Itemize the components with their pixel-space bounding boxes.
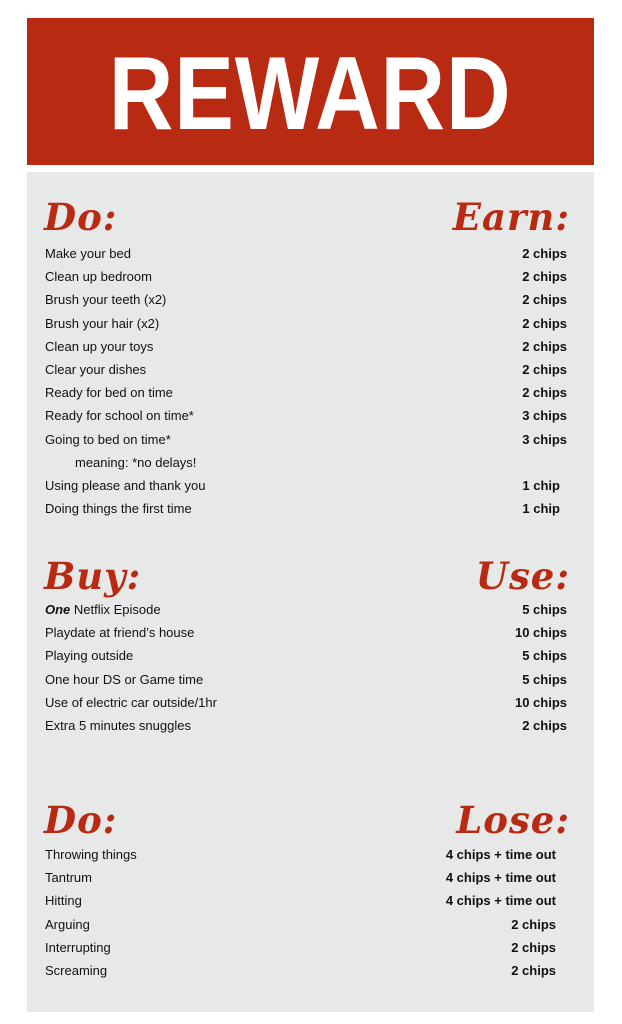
lose-left-heading: Do: xyxy=(44,798,118,842)
task-label: Ready for school on time* xyxy=(45,408,194,424)
task-label: Throwing things xyxy=(45,847,137,862)
task-label: Extra 5 minutes snuggles xyxy=(45,717,191,733)
lose-section xyxy=(27,797,594,982)
list-item xyxy=(27,312,594,335)
chip-value: 2 chips xyxy=(522,361,567,377)
list-item xyxy=(27,913,594,936)
list-item xyxy=(27,598,594,621)
chart-panel xyxy=(27,172,594,1012)
earn-left-heading: Do: xyxy=(44,195,118,239)
earn-right-heading: Earn: xyxy=(452,195,570,239)
chip-value: 2 chips xyxy=(522,385,567,401)
task-label: Using please and thank you xyxy=(45,477,206,493)
earn-section xyxy=(27,194,594,520)
list-item xyxy=(27,265,594,288)
note-label: meaning: *no delays! xyxy=(75,454,197,470)
task-label: Clear your dishes xyxy=(45,361,147,377)
list-item xyxy=(27,889,594,912)
buy-left-heading: Buy: xyxy=(44,554,142,598)
list-item xyxy=(27,404,594,427)
chip-value: 3 chips xyxy=(522,408,567,424)
task-label: Make your bed xyxy=(45,246,131,261)
task-label: Playdate at friend’s house xyxy=(45,625,195,641)
page-title: REWARD xyxy=(109,35,512,152)
task-label: Going to bed on time* xyxy=(45,431,171,447)
list-item xyxy=(27,621,594,644)
task-label: Tantrum xyxy=(45,870,92,886)
list-item xyxy=(27,691,594,714)
chip-value: 5 chips xyxy=(522,648,567,664)
list-item xyxy=(27,959,594,982)
task-label: Hitting xyxy=(45,893,82,909)
list-item xyxy=(27,358,594,381)
task-label: One hour DS or Game time xyxy=(45,671,204,687)
list-item xyxy=(27,714,594,737)
list-item xyxy=(27,381,594,404)
lose-right-heading: Lose: xyxy=(456,798,570,842)
chip-value: 1 chip xyxy=(522,501,560,517)
chip-value: 4 chips + time out xyxy=(445,870,556,886)
chip-value: 2 chips xyxy=(522,315,567,331)
list-item xyxy=(27,644,594,667)
task-label: Clean up your toys xyxy=(45,338,154,354)
chip-value: 4 chips + time out xyxy=(445,893,556,909)
chip-value: 2 chips xyxy=(522,292,567,308)
task-label: Screaming xyxy=(45,962,108,978)
task-label: Ready for bed on time xyxy=(45,385,173,401)
list-item-note xyxy=(27,451,594,474)
chip-value: 10 chips xyxy=(514,625,567,641)
list-item xyxy=(27,428,594,451)
task-label: Doing things the first time xyxy=(45,501,192,517)
title-banner xyxy=(27,18,594,165)
chip-value: 2 chips xyxy=(522,246,567,261)
chip-value: 2 chips xyxy=(511,962,556,978)
list-item xyxy=(27,497,594,520)
list-item xyxy=(27,288,594,311)
task-label: Brush your teeth (x2) xyxy=(45,292,167,308)
chip-value: 3 chips xyxy=(522,431,567,447)
chip-value: 10 chips xyxy=(514,694,567,710)
chip-value: 5 chips xyxy=(522,671,567,687)
chip-value: 2 chips xyxy=(511,916,556,932)
chip-value: 5 chips xyxy=(522,602,567,617)
list-item xyxy=(27,668,594,691)
task-label: Arguing xyxy=(45,916,90,932)
list-item xyxy=(27,242,594,265)
chip-value: 2 chips xyxy=(522,269,567,285)
chip-value: 1 chip xyxy=(522,477,560,493)
task-label: Playing outside xyxy=(45,648,134,664)
chip-value: 2 chips xyxy=(522,338,567,354)
task-label: Brush your hair (x2) xyxy=(45,315,160,331)
list-item xyxy=(27,474,594,497)
task-label: Use of electric car outside/1hr xyxy=(45,694,217,710)
list-item xyxy=(27,335,594,358)
task-label: Clean up bedroom xyxy=(45,269,152,285)
chip-value: 2 chips xyxy=(522,717,567,733)
emphasis-word: One xyxy=(45,602,71,617)
task-label: Netflix Episode xyxy=(70,602,161,617)
task-label: Interrupting xyxy=(45,939,111,955)
list-item xyxy=(27,843,594,866)
chip-value: 2 chips xyxy=(511,939,556,955)
list-item xyxy=(27,936,594,959)
buy-right-heading: Use: xyxy=(475,554,570,598)
chip-value: 4 chips + time out xyxy=(445,847,556,862)
list-item xyxy=(27,866,594,889)
buy-section xyxy=(27,553,594,737)
